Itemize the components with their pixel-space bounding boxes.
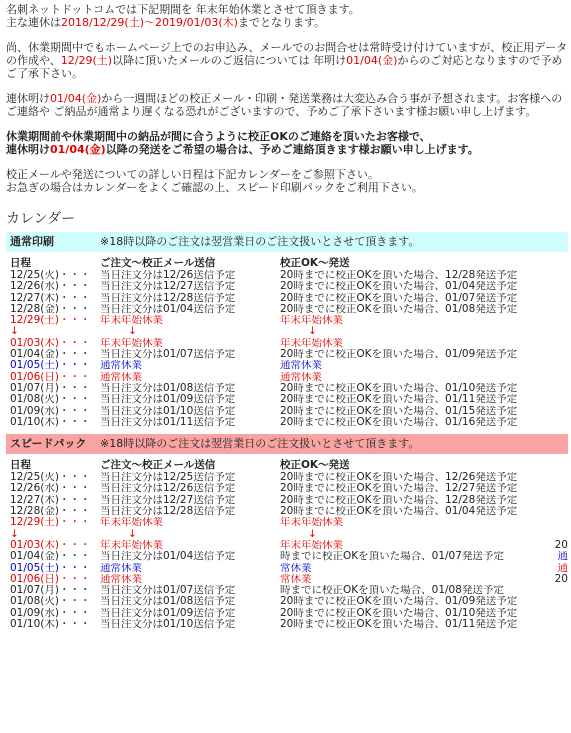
page-content bbox=[6, 3, 568, 630]
schedule-cell: 20時までに校正OKを頂いた場合、12/28発送予定 bbox=[280, 494, 518, 506]
schedule-cell: 01/07(月)・・・ bbox=[10, 382, 91, 394]
schedule-cell: 12/28(金)・・・ bbox=[10, 506, 91, 518]
schedule-cell: 通常休業 bbox=[280, 360, 322, 372]
schedule-cell: 20時までに校正OKを頂いた場合、01/10発送予定 bbox=[280, 607, 518, 619]
schedule-row bbox=[6, 517, 571, 528]
schedule-row bbox=[6, 270, 571, 281]
schedule-cell: ↓ bbox=[10, 528, 19, 540]
schedule-cell: 01/10(木)・・・ bbox=[10, 619, 91, 631]
side-fragment: 20 bbox=[554, 573, 568, 585]
schedule-row bbox=[6, 608, 571, 619]
schedule-row bbox=[6, 338, 571, 349]
schedule-cell: 当日注文分は01/10送信予定 bbox=[100, 405, 236, 417]
schedule-cell: 20時までに校正OKを頂いた場合、01/16発送予定 bbox=[280, 416, 518, 428]
schedule-cell: 20時までに校正OKを頂いた場合、01/09発送予定 bbox=[280, 596, 518, 608]
schedule-cell: 01/09(水)・・・ bbox=[10, 607, 91, 619]
schedule-cell: 20時までに校正OKを頂いた場合、01/15発送予定 bbox=[280, 405, 518, 417]
schedule-row bbox=[6, 472, 571, 483]
schedule-cell: 年末年始休業 bbox=[100, 517, 163, 529]
schedule-cell: 通常休業 bbox=[280, 371, 322, 383]
schedule-cell: 当日注文分は12/28送信予定 bbox=[100, 292, 236, 304]
schedule-cell: 年末年始休業 bbox=[100, 539, 163, 551]
schedule-cell: 01/05(土)・・・ bbox=[10, 360, 91, 372]
holiday-range: 2018/12/29(土)〜2019/01/03(木) bbox=[61, 16, 238, 29]
schedule-header-cell: 日程 bbox=[10, 257, 31, 269]
schedule-row bbox=[6, 563, 571, 574]
schedule-header-row bbox=[6, 454, 571, 472]
schedule-cell: 12/26(水)・・・ bbox=[10, 483, 91, 495]
side-fragment: 通 bbox=[557, 562, 568, 574]
schedule-cell: 当日注文分は12/27送信予定 bbox=[100, 281, 236, 293]
schedule-cell: 通常休業 bbox=[100, 371, 142, 383]
intro-line-2: 主な連休は2018/12/29(土)〜2019/01/03(木)までとなります。 bbox=[6, 16, 326, 29]
speed-pack-title: スピードパック bbox=[10, 437, 87, 451]
schedule-row bbox=[6, 574, 571, 585]
schedule-cell: 当日注文分は01/07送信予定 bbox=[100, 349, 236, 361]
schedule-row bbox=[6, 551, 571, 562]
schedule-cell: 当日注文分は01/04送信予定 bbox=[100, 303, 236, 315]
schedule-row bbox=[6, 540, 571, 551]
schedule-cell: 当日注文分は01/09送信予定 bbox=[100, 394, 236, 406]
schedule-header-cell: 校正OK〜発送 bbox=[280, 257, 350, 269]
intro-paragraph-2: 尚、休業期間中でもホームページ上でのお申込み、メールでのお問合せは常時受け付けていますが、校正用データの作成や、12/29(土)以降に頂いたメールのご返信については 年明け01/04(金)からのご対応となりますので予めご了承下さい。 bbox=[6, 41, 568, 80]
schedule-cell: 当日注文分は12/27送信予定 bbox=[100, 494, 236, 506]
schedule-cell: 01/05(土)・・・ bbox=[10, 562, 91, 574]
schedule-cell: 年末年始休業 bbox=[280, 517, 343, 529]
schedule-cell: 12/29(土)・・・ bbox=[10, 315, 91, 327]
side-fragment: 通 bbox=[557, 551, 568, 563]
schedule-row bbox=[6, 383, 571, 394]
schedule-cell: 12/27(木)・・・ bbox=[10, 494, 91, 506]
schedule-cell: 20時までに校正OKを頂いた場合、12/28発送予定 bbox=[280, 270, 518, 281]
schedule-cell: 当日注文分は01/08送信予定 bbox=[100, 382, 236, 394]
schedule-cell: 当日注文分は12/26送信予定 bbox=[100, 270, 236, 281]
schedule-cell: 20時までに校正OKを頂いた場合、12/27発送予定 bbox=[280, 483, 518, 495]
intro-paragraph-5: 校正メールや発送についての詳しい日程は下記カレンダーをご参照下さい。 お急ぎの場合はカレンダーをよくご確認の上、スピード印刷パックをご利用下さい。 bbox=[6, 168, 423, 194]
schedule-cell: 常休業 通 bbox=[280, 562, 568, 574]
schedule-cell: 20時までに校正OKを頂いた場合、01/08発送予定 bbox=[280, 303, 518, 315]
schedule-cell: ↓ bbox=[308, 326, 317, 338]
schedule-cell: 当日注文分は01/09送信予定 bbox=[100, 607, 236, 619]
schedule-cell: 01/04(金)・・・ bbox=[10, 551, 91, 563]
schedule-cell: 12/27(木)・・・ bbox=[10, 292, 91, 304]
schedule-header-cell: ご注文〜校正メール送信 bbox=[100, 459, 216, 472]
schedule-cell: 通常休業 bbox=[100, 360, 142, 372]
schedule-cell: ↓ bbox=[128, 528, 137, 540]
schedule-row bbox=[6, 529, 571, 540]
schedule-row bbox=[6, 293, 571, 304]
schedule-row bbox=[6, 417, 571, 428]
schedule-row bbox=[6, 315, 571, 326]
schedule-cell: 01/10(木)・・・ bbox=[10, 416, 91, 428]
intro-line-1: 名刺ネットドットコムでは下記期間を 年末年始休業とさせて頂きます。 bbox=[6, 3, 360, 16]
schedule-cell: 12/29(土)・・・ bbox=[10, 517, 91, 529]
schedule-cell: 当日注文分は01/11送信予定 bbox=[100, 416, 236, 428]
schedule-cell: 通常休業 bbox=[100, 562, 142, 574]
intro-paragraph-4: 休業期間前や休業期間中の納品が間に合うように校正OKのご連絡を頂いたお客様で、 連休明け01/04(金)以降の発送をご希望の場合は、予めご連絡頂きます様お願い申し上げます。 bbox=[6, 130, 479, 156]
schedule-header-cell: 校正OK〜発送 bbox=[280, 459, 350, 472]
side-fragment: 20 bbox=[554, 539, 568, 551]
schedule-cell: 年末年始休業 bbox=[280, 337, 343, 349]
normal-schedule-table bbox=[6, 252, 571, 428]
schedule-cell: 年末年始休業 bbox=[100, 337, 163, 349]
schedule-header-row bbox=[6, 252, 571, 270]
schedule-cell: 20時までに校正OKを頂いた場合、01/11発送予定 bbox=[280, 394, 518, 406]
schedule-cell: 01/07(月)・・・ bbox=[10, 585, 91, 597]
normal-print-title: 通常印刷 bbox=[10, 235, 54, 248]
schedule-cell: 当日注文分は12/28送信予定 bbox=[100, 506, 236, 518]
schedule-row bbox=[6, 619, 571, 630]
schedule-row bbox=[6, 483, 571, 494]
schedule-cell: 通常休業 bbox=[100, 573, 142, 585]
schedule-cell: 当日注文分は12/25送信予定 bbox=[100, 472, 236, 484]
schedule-cell: 20時までに校正OKを頂いた場合、12/26発送予定 bbox=[280, 472, 518, 484]
speed-pack-bar bbox=[6, 434, 568, 454]
schedule-cell: 01/03(木)・・・ bbox=[10, 337, 91, 349]
schedule-cell: 当日注文分は01/10送信予定 bbox=[100, 619, 236, 631]
schedule-cell: 01/06(日)・・・ bbox=[10, 573, 91, 585]
schedule-row bbox=[6, 360, 571, 371]
calendar-title: カレンダー bbox=[6, 211, 76, 227]
schedule-cell: 01/03(木)・・・ bbox=[10, 539, 91, 551]
schedule-row bbox=[6, 349, 571, 360]
schedule-row bbox=[6, 394, 571, 405]
schedule-cell: 12/28(金)・・・ bbox=[10, 303, 91, 315]
schedule-header-cell: ご注文〜校正メール送信 bbox=[100, 257, 216, 269]
schedule-cell: 当日注文分は12/26送信予定 bbox=[100, 483, 236, 495]
schedule-cell: 当日注文分は01/04送信予定 bbox=[100, 551, 236, 563]
schedule-row bbox=[6, 372, 571, 383]
schedule-cell: 常休業 20 bbox=[280, 573, 568, 585]
schedule-cell: 01/09(水)・・・ bbox=[10, 405, 91, 417]
speed-schedule-table bbox=[6, 454, 571, 630]
intro-paragraph-3: 連休明け01/04(金)から一週間ほどの校正メール・印刷・発送業務は大変込み合う事が予想されます。お客様へのご連絡や ご納品が通常より遅くなる恐れがございますので、予めご了承下さいます様お願い申し上げます。 bbox=[6, 92, 563, 118]
schedule-cell: 20時までに校正OKを頂いた場合、01/10発送予定 bbox=[280, 382, 518, 394]
schedule-row bbox=[6, 406, 571, 417]
schedule-cell: 時までに校正OKを頂いた場合、01/07発送予定 通 bbox=[280, 551, 568, 563]
schedule-cell: 20時までに校正OKを頂いた場合、01/11発送予定 bbox=[280, 619, 518, 631]
schedule-cell: 20時までに校正OKを頂いた場合、01/04発送予定 bbox=[280, 506, 518, 518]
schedule-cell: 年末年始休業 bbox=[280, 315, 343, 327]
schedule-row bbox=[6, 506, 571, 517]
schedule-cell: 20時までに校正OKを頂いた場合、01/09発送予定 bbox=[280, 349, 518, 361]
schedule-cell: ↓ bbox=[128, 326, 137, 338]
schedule-cell: 12/26(水)・・・ bbox=[10, 281, 91, 293]
intro-paragraph-1 bbox=[6, 3, 568, 29]
schedule-cell: 12/25(火)・・・ bbox=[10, 472, 91, 484]
schedule-cell: ↓ bbox=[10, 326, 19, 338]
schedule-row bbox=[6, 596, 571, 607]
normal-print-bar bbox=[6, 232, 568, 252]
schedule-row bbox=[6, 495, 571, 506]
schedule-cell: 20時までに校正OKを頂いた場合、01/04発送予定 bbox=[280, 281, 518, 293]
schedule-cell: 年末年始休業 20 bbox=[280, 539, 568, 551]
schedule-cell: 12/25(火)・・・ bbox=[10, 270, 91, 281]
schedule-cell: 20時までに校正OKを頂いた場合、01/07発送予定 bbox=[280, 292, 518, 304]
schedule-cell: 01/08(火)・・・ bbox=[10, 596, 91, 608]
schedule-cell: 年末年始休業 bbox=[100, 315, 163, 327]
schedule-row bbox=[6, 281, 571, 292]
schedule-cell: 時までに校正OKを頂いた場合、01/08発送予定 bbox=[280, 585, 504, 597]
schedule-row bbox=[6, 304, 571, 315]
schedule-cell: 01/08(火)・・・ bbox=[10, 394, 91, 406]
schedule-header-cell: 日程 bbox=[10, 459, 31, 472]
speed-pack-note: ※18時以降のご注文は翌営業日のご注文扱いとさせて頂きます。 bbox=[100, 437, 420, 451]
schedule-row bbox=[6, 585, 571, 596]
schedule-cell: ↓ bbox=[308, 528, 317, 540]
schedule-cell: 01/04(金)・・・ bbox=[10, 349, 91, 361]
schedule-row bbox=[6, 326, 571, 337]
schedule-cell: 当日注文分は01/07送信予定 bbox=[100, 585, 236, 597]
normal-print-note: ※18時以降のご注文は翌営業日のご注文扱いとさせて頂きます。 bbox=[100, 235, 420, 248]
schedule-cell: 当日注文分は01/08送信予定 bbox=[100, 596, 236, 608]
schedule-cell: 01/06(日)・・・ bbox=[10, 371, 91, 383]
